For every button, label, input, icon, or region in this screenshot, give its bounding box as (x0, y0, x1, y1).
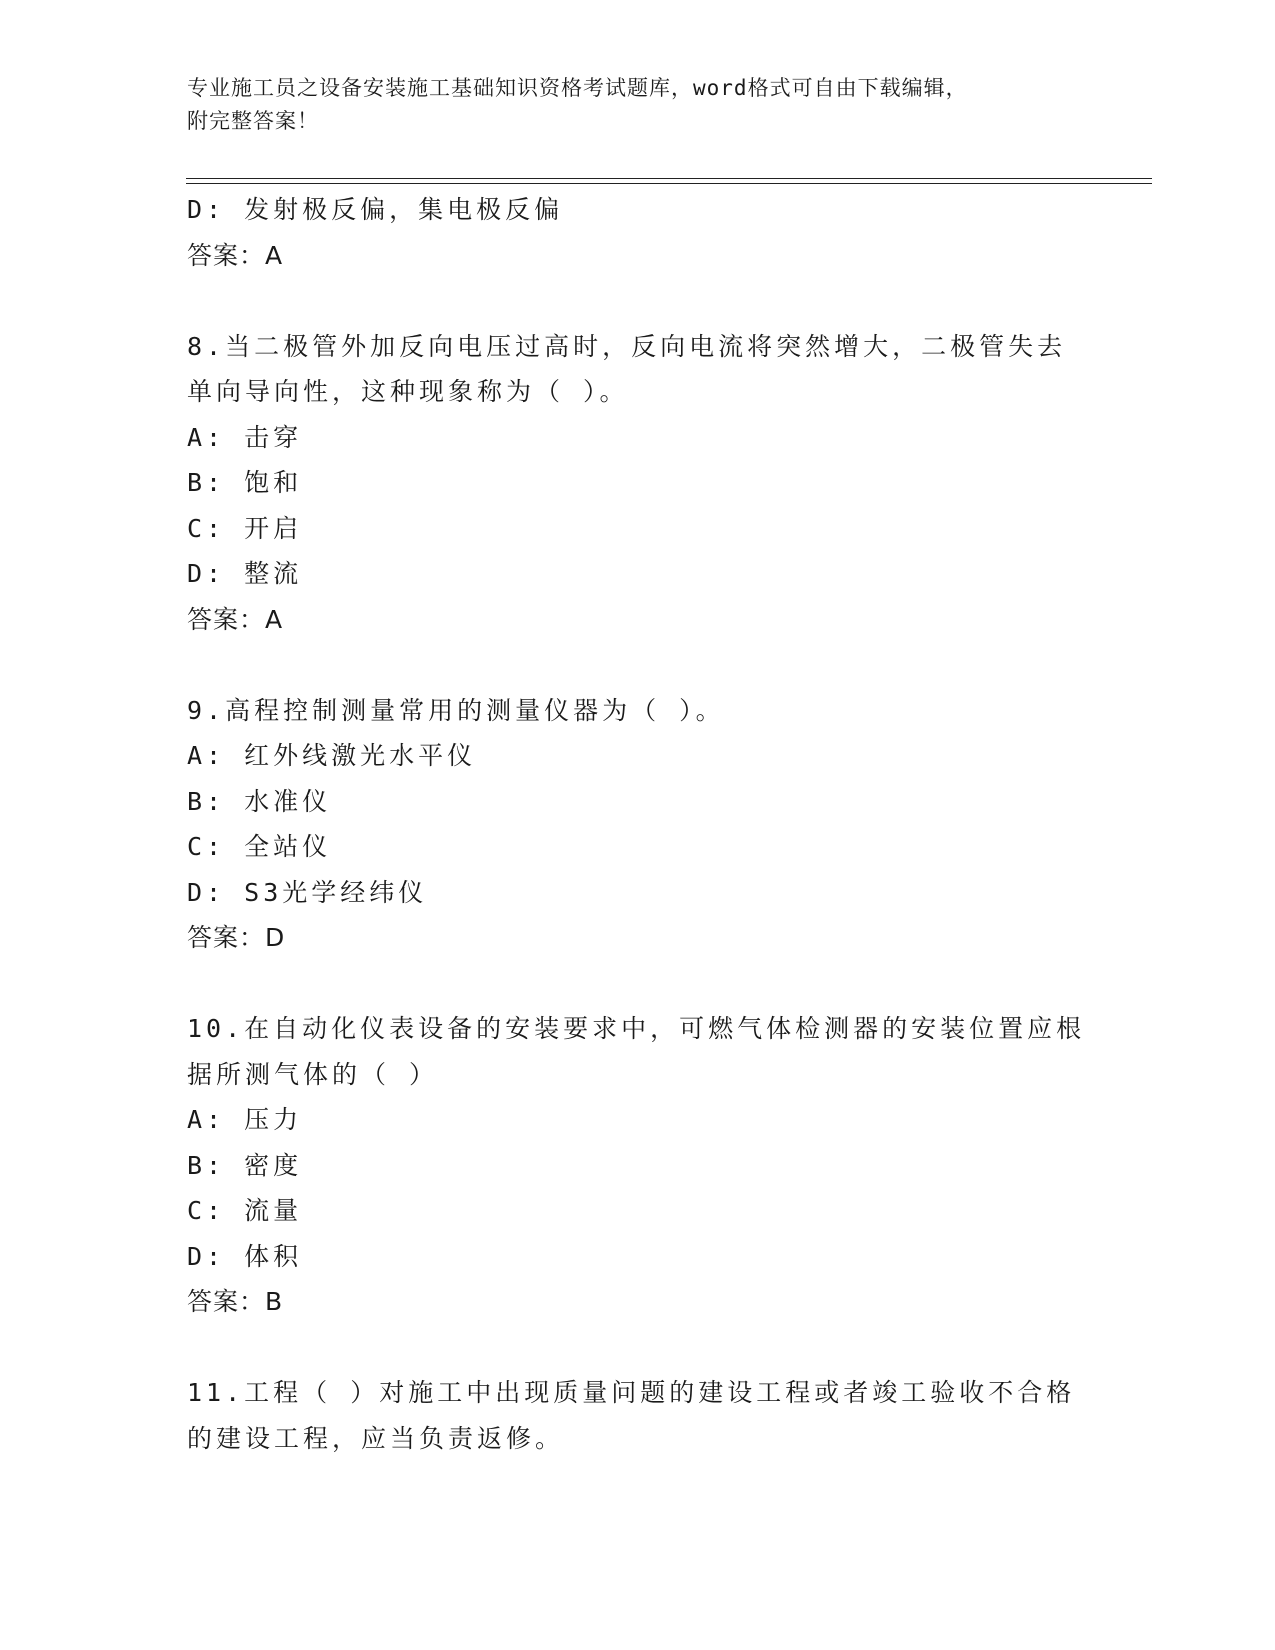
question-stem-line-2: 单向导向性，这种现象称为（ ）。 (187, 377, 629, 406)
question-stem-line-2: 的建设工程，应当负责返修。 (187, 1423, 565, 1453)
answer-label: 答案：D (187, 923, 286, 952)
question-block-prev (187, 187, 1087, 278)
header-divider-top (186, 178, 1152, 179)
answer-label: 答案：A (187, 240, 284, 270)
header-title-line-1: 专业施工员之设备安装施工基础知识资格考试题库，word格式可自由下载编辑， (187, 76, 968, 100)
spacer (187, 642, 1087, 688)
option-c: C: 开启 (187, 513, 303, 543)
question-stem-line-1: 9.高程控制测量常用的测量仪器为（ ）。 (187, 695, 725, 725)
option-d: D: 发射极反偏，集电极反偏 (187, 195, 564, 224)
question-stem-line-2: 据所测气体的（ ） (187, 1059, 439, 1089)
option-c: C: 流量 (187, 1196, 303, 1225)
option-a: A: 红外线激光水平仪 (187, 741, 477, 770)
header-title-line-2: 附完整答案！ (187, 109, 319, 133)
option-b: B: 水准仪 (187, 786, 332, 816)
spacer (187, 1325, 1087, 1371)
question-stem-line-1: 8.当二极管外加反向电压过高时，反向电流将突然增大，二极管失去 (187, 331, 1067, 361)
answer-label: 答案：B (187, 1287, 284, 1316)
option-d: D: 整流 (187, 559, 303, 588)
header-divider-bottom (186, 183, 1152, 184)
spacer (187, 961, 1087, 1007)
question-block-8 (187, 324, 1087, 643)
page-header (187, 72, 1087, 138)
question-block-11 (187, 1370, 1087, 1461)
question-list (187, 187, 1087, 1461)
answer-label: 答案：A (187, 604, 284, 634)
question-stem-line-1: 11.工程（ ）对施工中出现质量问题的建设工程或者竣工验收不合格 (187, 1378, 1076, 1407)
option-c: C: 全站仪 (187, 832, 332, 861)
option-d: D: 体积 (187, 1241, 303, 1271)
spacer (187, 278, 1087, 324)
question-stem-line-1: 10.在自动化仪表设备的安装要求中，可燃气体检测器的安装位置应根 (187, 1014, 1086, 1043)
question-block-9 (187, 688, 1087, 961)
option-a: A: 压力 (187, 1105, 303, 1134)
option-d: D: S3光学经纬仪 (187, 877, 428, 907)
option-b: B: 密度 (187, 1150, 303, 1180)
option-b: B: 饱和 (187, 468, 303, 497)
option-a: A: 击穿 (187, 422, 303, 452)
question-block-10 (187, 1006, 1087, 1325)
